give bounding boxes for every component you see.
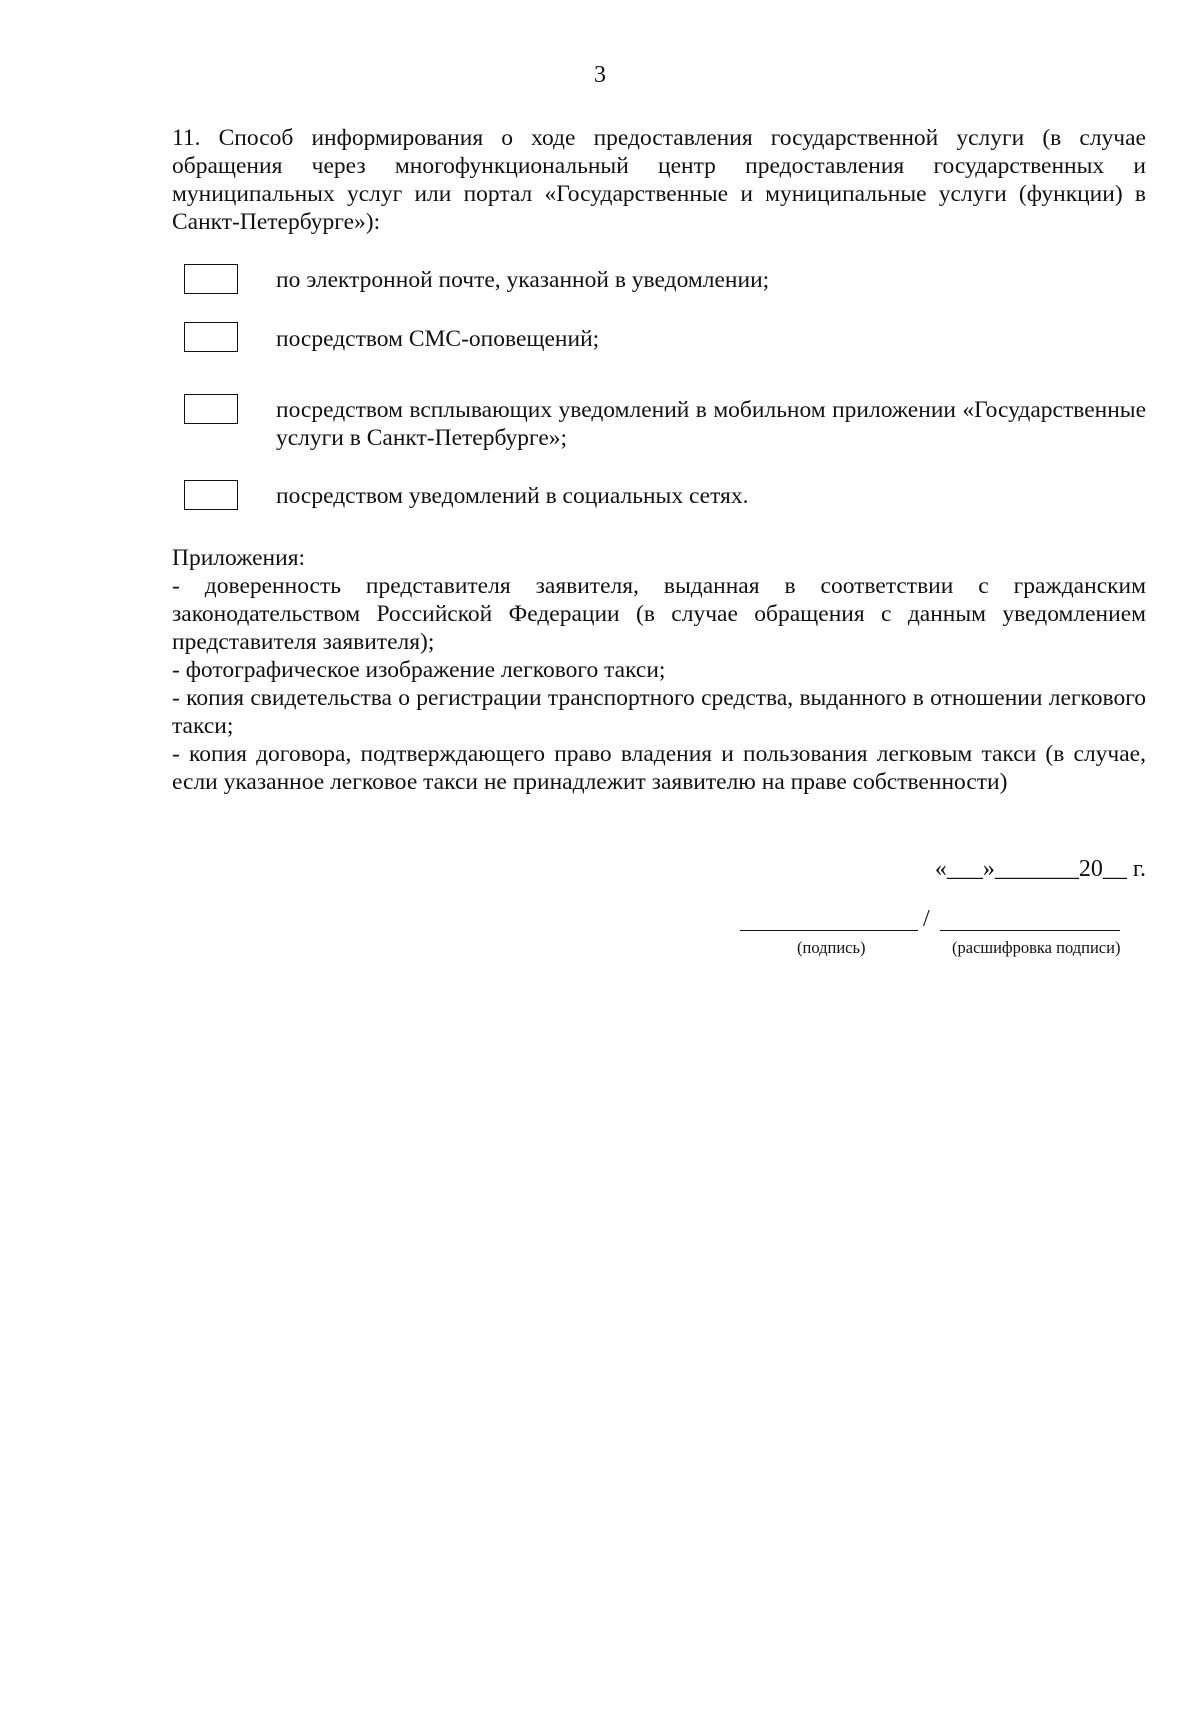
signature-separator: / <box>923 906 930 932</box>
signature-decoding-label: (расшифровка подписи) <box>952 938 1121 957</box>
option-label-push: посредством всплывающих уведомлений в мобильном приложении «Государственные услуги в Санкт-Петербурге»; <box>276 397 1146 451</box>
attachments-section <box>172 544 1146 796</box>
attachment-item: - доверенность представителя заявителя, выданная в соответствии с гражданским законодательством Российской Федерации (в случае обращения с данным уведомлением представителя заявителя); <box>172 573 1146 655</box>
option-checkbox-email[interactable] <box>184 264 238 294</box>
signature-decoding-line[interactable] <box>940 930 1120 931</box>
option-label-email: по электронной почте, указанной в уведомлении; <box>276 267 770 293</box>
option-label-social: посредством уведомлений в социальных сетях. <box>276 483 749 509</box>
attachment-item: - фотографическое изображение легкового такси; <box>172 657 666 683</box>
signature-line[interactable] <box>740 930 918 931</box>
signature-block <box>740 908 1146 968</box>
section-11-heading: 11. Способ информирования о ходе предоставления государственной услуги (в случае обращения через многофункциональный центр предоставления государственных и муниципальных услуг или портал «Государственные и муниципальные услуги (функции) в Санкт-Петербурге»): <box>172 125 1146 235</box>
date-line: «___»_______20__ г. <box>934 856 1146 882</box>
signature-label: (подпись) <box>797 938 866 957</box>
option-checkbox-social[interactable] <box>184 480 238 510</box>
attachment-item: - копия договора, подтверждающего право владения и пользования легковым такси (в случае, если указанное легковое такси не принадлежит заявителю на праве собственности) <box>172 741 1146 795</box>
attachments-title: Приложения: <box>172 545 306 571</box>
option-label-sms: посредством СМС-оповещений; <box>276 326 600 352</box>
option-checkbox-push[interactable] <box>184 394 238 424</box>
attachment-item: - копия свидетельства о регистрации транспортного средства, выданного в отношении легкового такси; <box>172 685 1146 739</box>
option-checkbox-sms[interactable] <box>184 322 238 352</box>
page-number: 3 <box>594 62 606 88</box>
